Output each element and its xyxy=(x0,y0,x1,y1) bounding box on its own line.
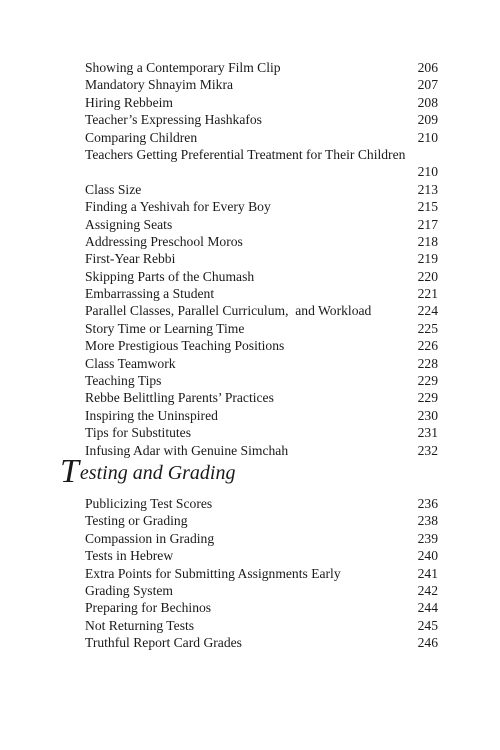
toc-entry-page: 213 xyxy=(417,181,438,197)
toc-entry xyxy=(85,233,438,250)
section-heading-text: esting and Grading xyxy=(79,462,236,484)
toc-entry xyxy=(85,285,438,302)
toc-entry-title: Assigning Seats xyxy=(85,216,173,232)
toc-entry xyxy=(85,129,438,146)
toc-entry-title: First-Year Rebbi xyxy=(85,251,176,267)
toc-entry-title: Publicizing Test Scores xyxy=(85,496,213,511)
toc-entry xyxy=(85,547,438,564)
toc-entry xyxy=(85,268,438,285)
toc-entry-page: 232 xyxy=(417,442,438,458)
toc-entry xyxy=(85,94,438,111)
toc-entry-page: 220 xyxy=(417,268,438,284)
toc-entry xyxy=(85,337,438,354)
toc-entry-title: Showing a Contemporary Film Clip xyxy=(85,60,281,75)
toc-entry xyxy=(85,495,438,512)
toc-entry-title: Addressing Preschool Moros xyxy=(85,233,243,249)
section-heading-initial: T xyxy=(60,453,79,490)
toc-entry-page: 245 xyxy=(417,617,438,633)
toc-entry xyxy=(85,302,438,319)
toc-entry xyxy=(85,250,438,267)
toc-entry-page: 206 xyxy=(417,60,438,75)
toc-entry-title: Grading System xyxy=(85,582,173,598)
toc-entry-title: Skipping Parts of the Chumash xyxy=(85,268,255,284)
toc-entry-page: 226 xyxy=(417,338,438,354)
toc-entry xyxy=(85,442,438,459)
toc-entry-wrapped-title xyxy=(85,146,438,163)
toc-entry-title: Teaching Tips xyxy=(85,373,162,389)
toc-entry-page: 231 xyxy=(417,425,438,441)
toc-entry-title: More Prestigious Teaching Positions xyxy=(85,338,285,354)
toc-entry-title: Story Time or Learning Time xyxy=(85,320,245,336)
toc-entry xyxy=(85,59,438,76)
toc-entry xyxy=(85,512,438,529)
toc-entry-page: 225 xyxy=(417,320,438,336)
toc-entry xyxy=(85,198,438,215)
toc-entry-page: 207 xyxy=(417,77,438,93)
toc-entry-page: 208 xyxy=(417,94,438,110)
toc-entry-page: 241 xyxy=(417,565,438,581)
toc-entry xyxy=(85,599,438,616)
toc-entry-page: 244 xyxy=(417,600,438,616)
toc-entry-page: 228 xyxy=(417,355,438,371)
toc-entry xyxy=(85,617,438,634)
toc-entry-page: 215 xyxy=(417,199,438,215)
toc-entry-page: 240 xyxy=(417,548,438,564)
toc-entry-page: 219 xyxy=(417,251,438,267)
toc-entry-title: Class Teamwork xyxy=(85,355,176,371)
toc-entry-page: 210 xyxy=(417,164,438,180)
toc-entry-page: 229 xyxy=(417,390,438,406)
toc-entry-title: Rebbe Belittling Parents’ Practices xyxy=(85,390,274,406)
toc-entry xyxy=(85,407,438,424)
toc-entry-title: Tips for Substitutes xyxy=(85,425,192,441)
toc-entry-page: 230 xyxy=(417,407,438,423)
toc-entry xyxy=(85,582,438,599)
toc-entry-page: 236 xyxy=(417,496,438,511)
toc-entry-title: Comparing Children xyxy=(85,129,198,145)
toc-entry-page: 210 xyxy=(417,129,438,145)
toc-entry-page: 218 xyxy=(417,233,438,249)
toc-entry-page: 209 xyxy=(417,112,438,128)
toc-entry-page: 224 xyxy=(417,303,438,319)
section-heading-testing-and-grading xyxy=(60,453,236,490)
toc-entry-title: Infusing Adar with Genuine Simchah xyxy=(85,442,289,458)
toc-entry-page: 229 xyxy=(417,373,438,389)
toc-list-testing-and-grading xyxy=(85,495,438,652)
toc-entry xyxy=(85,76,438,93)
toc-list-classroom xyxy=(85,59,438,459)
toc-entry xyxy=(85,320,438,337)
toc-entry-title: Tests in Hebrew xyxy=(85,548,174,564)
toc-entry-title: Not Returning Tests xyxy=(85,617,195,633)
toc-entry-title: Finding a Yeshivah for Every Boy xyxy=(85,199,271,215)
toc-entry-title: Preparing for Bechinos xyxy=(85,600,212,616)
toc-entry xyxy=(85,565,438,582)
toc-entry-title: Extra Points for Submitting Assignments Early xyxy=(85,565,341,581)
toc-entry-title: Parallel Classes, Parallel Curriculum, and Workload xyxy=(85,303,372,319)
toc-entry-wrapped-page xyxy=(85,163,438,180)
toc-entry xyxy=(85,181,438,198)
toc-entry-page: 217 xyxy=(417,216,438,232)
toc-entry xyxy=(85,424,438,441)
toc-entry-page: 242 xyxy=(417,582,438,598)
toc-entry-title: Teachers Getting Preferential Treatment for Their Children xyxy=(85,146,406,162)
toc-entry-title: Class Size xyxy=(85,181,142,197)
toc-entry-title: Truthful Report Card Grades xyxy=(85,635,242,651)
toc-entry-title: Hiring Rebbeim xyxy=(85,94,173,110)
toc-entry xyxy=(85,355,438,372)
toc-entry-page: 246 xyxy=(417,635,438,651)
toc-entry-title: Compassion in Grading xyxy=(85,530,215,546)
toc-entry-title: Inspiring the Uninspired xyxy=(85,407,218,423)
toc-entry-title: Teacher’s Expressing Hashkafos xyxy=(85,112,262,128)
toc-entry xyxy=(85,389,438,406)
toc-entry-page: 239 xyxy=(417,530,438,546)
toc-entry-page: 238 xyxy=(417,513,438,529)
toc-entry xyxy=(85,530,438,547)
toc-entry-title: Embarrassing a Student xyxy=(85,286,215,302)
toc-entry xyxy=(85,216,438,233)
toc-entry-title: Testing or Grading xyxy=(85,513,188,529)
toc-entry xyxy=(85,111,438,128)
toc-entry-title: Mandatory Shnayim Mikra xyxy=(85,77,233,93)
toc-entry xyxy=(85,372,438,389)
toc-entry xyxy=(85,634,438,651)
toc-entry-page: 221 xyxy=(417,286,438,302)
